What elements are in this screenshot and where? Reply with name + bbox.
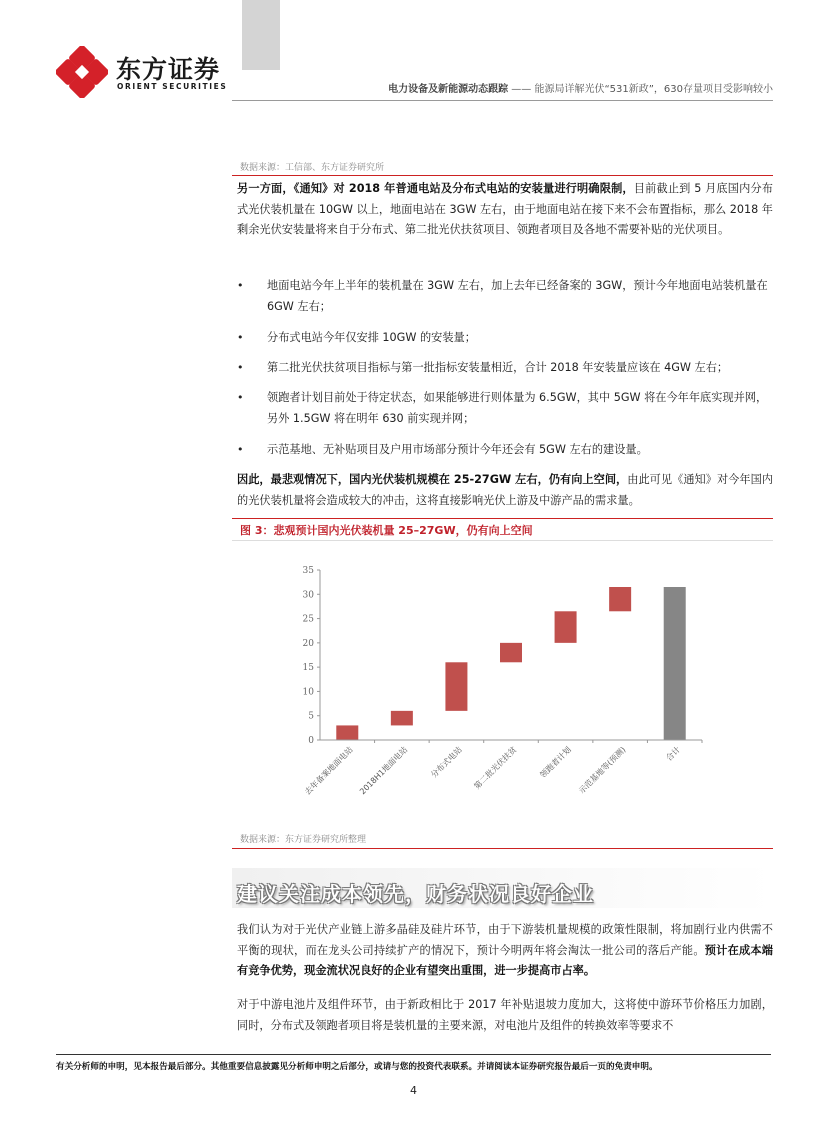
y-tick-label: 15 xyxy=(302,663,314,674)
x-axis xyxy=(302,740,702,797)
figure-divider-top xyxy=(232,518,773,519)
footer-divider xyxy=(56,1054,771,1055)
y-tick-label: 20 xyxy=(302,638,314,649)
bullet-top-runner: 领跑者计划目前处于待定状态，如果能够进行则体量为 6.5GW，其中 5GW 将在今年年底实现并网，另外 1.5GW 将在明年 630 前实现并网； xyxy=(267,391,768,425)
x-category-label: 去年备案地面电站 xyxy=(303,745,355,797)
report-subtitle: —— 能源局详解光伏“531新政”，630存量项目受影响较小 xyxy=(508,84,773,95)
bullet-marker: • xyxy=(237,331,244,344)
bar-step xyxy=(336,725,358,740)
source-note-chart: 数据来源：东方证券研究所整理 xyxy=(240,835,367,845)
paragraph-midstream: 对于中游电池片及组件环节，由于新政相比于 2017 年补贴退坡力度加大，这将使中游环节价格压力加剧，同时，分布式及领跑者项目将是装机量的主要来源，对电池片及组件的转换效率等要求不 xyxy=(237,998,773,1032)
chart-bars xyxy=(336,587,685,740)
section-heading: 建议关注成本领先，财务状况良好企业 xyxy=(237,882,594,906)
x-category-label: 第二批光伏扶贫 xyxy=(472,745,519,792)
y-axis xyxy=(303,566,320,746)
paragraph-upstream xyxy=(237,920,773,982)
figure-title-underline xyxy=(232,540,773,541)
page-number: 4 xyxy=(410,1084,417,1097)
paragraph-lead-bold: 因此，最悲观情况下，国内光伏装机规模在 25-27GW 左右，仍有向上空间， xyxy=(237,473,628,486)
x-category-label: 分布式电站 xyxy=(429,745,464,780)
paragraph-body: 由此可见《通知》对今年国内的光伏装机量将会造成较大的冲击，这将直接影响光伏上游及中游产品的需求量。 xyxy=(237,473,773,507)
paragraph-installation-limits xyxy=(237,179,773,241)
bullet-poverty-alleviation: 第二批光伏扶贫项目指标与第一批指标安装量相近，合计 2018 年安装量应该在 4GW 左右； xyxy=(267,361,729,374)
source-divider-chart xyxy=(232,848,773,849)
bullet-distributed: 分布式电站今年仅安排 10GW 的安装量； xyxy=(267,331,476,344)
logo-text-en: ORIENT SECURITIES xyxy=(117,82,228,91)
bullet-marker: • xyxy=(237,443,244,456)
figure-title: 图 3：悲观预计国内光伏装机量 25–27GW，仍有向上空间 xyxy=(240,524,533,537)
report-series-name: 电力设备及新能源动态跟踪 xyxy=(388,84,509,95)
y-tick-label: 25 xyxy=(302,614,314,625)
bullet-marker: • xyxy=(237,391,244,404)
bar-step xyxy=(500,643,522,662)
paragraph-lead-bold: 另一方面，《通知》对 2018 年普通电站及分布式电站的安装量进行明确限制， xyxy=(237,182,634,195)
y-tick-label: 0 xyxy=(308,736,314,746)
header-divider xyxy=(232,100,773,101)
waterfall-chart xyxy=(262,562,722,822)
report-header-title xyxy=(388,80,773,95)
bar-step xyxy=(609,587,631,611)
x-category-label: 示范基地等(预测) xyxy=(577,745,628,796)
paragraph-pessimistic-case xyxy=(237,470,773,511)
bar-step xyxy=(391,711,413,726)
header-gray-tab xyxy=(242,0,280,70)
paragraph-body: 我们认为对于光伏产业链上游多晶硅及硅片环节，由于下游装机量规模的政策性限制，将加剧行业内供需不平衡的现状，而在龙头公司持续扩产的情况下，预计今明两年将会淘汰一批公司的落后产能。 xyxy=(237,923,773,957)
bar-step xyxy=(555,611,577,643)
bullet-demo-base: 示范基地、无补贴项目及户用市场部分预计今年还会有 5GW 左右的建设量。 xyxy=(267,443,648,456)
bullet-marker: • xyxy=(237,361,244,374)
x-category-label: 领跑者计划 xyxy=(538,745,573,780)
y-tick-label: 35 xyxy=(302,566,314,576)
paragraph-body: 目前截止到 5 月底国内分布式光伏装机量在 10GW 以上，地面电站在 3GW 左右，由于地面电站在接下来不会布置指标，那么 2018 年剩余光伏安装量将来自于分布式、第二批光伏扶贫项目、领跑者项目及各地不需要补贴的光伏项目。 xyxy=(237,182,773,236)
source-divider-top xyxy=(232,175,773,176)
paragraph-conclusion-bold: 预计在成本端有竞争优势，现金流状况良好的企业有望突出重围，进一步提高市占率。 xyxy=(237,943,773,977)
orient-logo-icon xyxy=(56,46,108,98)
bullet-marker: • xyxy=(237,279,244,292)
y-tick-label: 5 xyxy=(308,711,314,722)
logo-text-cn: 东方证券 xyxy=(116,55,221,84)
x-category-label: 2018H1地面电站 xyxy=(358,745,410,797)
y-tick-label: 10 xyxy=(302,687,314,698)
y-tick-label: 30 xyxy=(302,590,314,601)
bullet-ground-station: 地面电站今年上半年的装机量在 3GW 左右，加上去年已经备案的 3GW，预计今年地面电站装机量在 6GW 左右； xyxy=(267,279,768,313)
bar-step xyxy=(445,662,467,711)
source-note-top: 数据来源：工信部、东方证券研究所 xyxy=(240,163,385,173)
bar-total xyxy=(664,587,686,740)
x-category-label: 合计 xyxy=(664,745,683,763)
footer-disclaimer: 有关分析师的申明，见本报告最后部分。其他重要信息披露见分析师申明之后部分，或请与您的投资代表联系。并请阅读本证券研究报告最后一页的免责申明。 xyxy=(56,1062,658,1072)
